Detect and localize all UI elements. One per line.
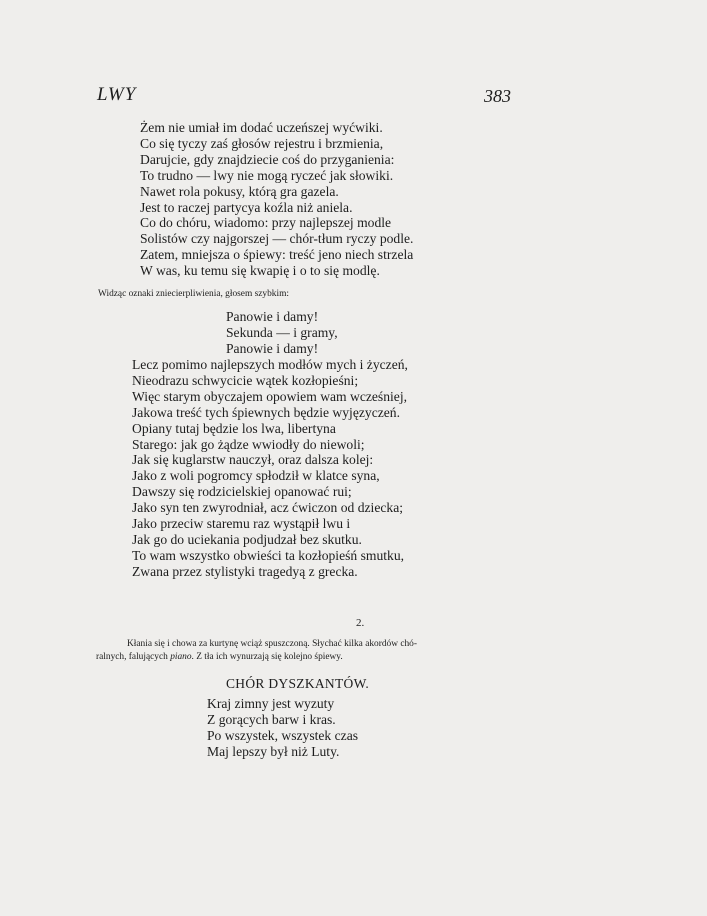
verse-line: Solistów czy najgorszej — chór-tłum ryczy podle. (140, 231, 414, 247)
stage-direction: Widząc oznaki zniecierpliwienia, głosem szybkim: (98, 289, 289, 299)
verse-line: Zatem, mniejsza o śpiewy: treść jeno niech strzela (140, 247, 414, 263)
verse-line: Maj lepszy był niż Luty. (207, 743, 340, 759)
stage-direction (96, 638, 507, 664)
verse-line: Jak go do uciekania podjudzał bez skutku. (132, 531, 362, 547)
chorus-heading: CHÓR DYSZKANTÓW. (226, 676, 370, 691)
verse-line: To trudno — lwy nie mogą ryczeć jak słowiki. (140, 167, 394, 183)
verse-line: To wam wszystko obwieści ta kozłopieśń smutku, (132, 547, 405, 563)
verse-line: Dawszy się rodzicielskiej opanować rui; (132, 484, 352, 500)
running-head: LWY (97, 84, 137, 105)
verse-line: Opiany tutaj będzie los lwa, libertyna (132, 420, 336, 436)
stage-direction-italic: piano (170, 652, 192, 662)
verse-line: Darujcie, gdy znajdziecie coś do przyganienia: (140, 151, 395, 167)
verse-line: Więc starym obyczajem opowiem wam wcześniej, (132, 388, 408, 404)
verse-line: Po wszystek, wszystek czas (207, 727, 359, 743)
verse-line: Co do chóru, wiadomo: przy najlepszej modle (140, 215, 392, 231)
section-number: 2. (356, 617, 365, 629)
verse-line: Jako z woli pogromcy spłodził w klatce syna, (132, 468, 380, 484)
verse-line: Nieodrazu schwycicie wątek kozłopieśni; (132, 372, 359, 388)
verse-line: Z gorących barw i kras. (207, 711, 336, 727)
verse-line: Starego: jak go żądze wwiodły do niewoli; (132, 436, 365, 452)
verse-line: Jest to raczej partycya koźla niż aniela. (140, 199, 353, 215)
verse-line: Co się tyczy zaś głosów rejestru i brzmienia, (140, 135, 384, 151)
page-number: 383 (484, 86, 511, 106)
verse-line: Jako syn ten zwyrodniał, acz ćwiczon od dziecka; (132, 500, 404, 516)
verse-line: Panowie i damy! (226, 309, 319, 324)
verse-line: Lecz pomimo najlepszych modłów mych i życzeń, (132, 357, 408, 372)
verse-line: Jakowa treść tych śpiewnych będzie wyjęzyczeń. (132, 404, 400, 420)
stage-direction-continuation (96, 651, 507, 664)
verse-line: Kraj zimny jest wyzuty (207, 696, 335, 711)
stage-direction-text: ralnych, falujących (96, 652, 171, 662)
verse-line: W was, ku temu się kwapię i o to się modlę. (140, 263, 380, 279)
stage-direction-text: . Z tła ich wynurzają się kolejno śpiewy. (191, 652, 343, 662)
stage-direction-text: Kłania się i chowa za kurtynę wciąż spuszczoną. Słychać kilka akordów chó- (127, 639, 417, 649)
verse-line: Sekunda — i gramy, (226, 324, 338, 340)
verse-line: Zwana przez stylistyki tragedyą z grecka. (132, 563, 358, 579)
stanza-refrain (226, 309, 338, 357)
stanza-argument (132, 357, 408, 580)
verse-line: Jako przeciw staremu raz wystąpił lwu i (132, 516, 351, 532)
verse-line: Jak się kuglarstw nauczył, oraz dalsza kolej: (132, 452, 374, 468)
stanza-prologue-end (132, 120, 413, 279)
verse-line: Żem nie umiał im dodać uczeńszej wyćwiki. (140, 120, 383, 135)
verse-line: Nawet rola pokusy, którą gra gazela. (140, 183, 339, 199)
verse-line: Panowie i damy! (226, 340, 319, 356)
stanza-chorus (207, 696, 358, 760)
